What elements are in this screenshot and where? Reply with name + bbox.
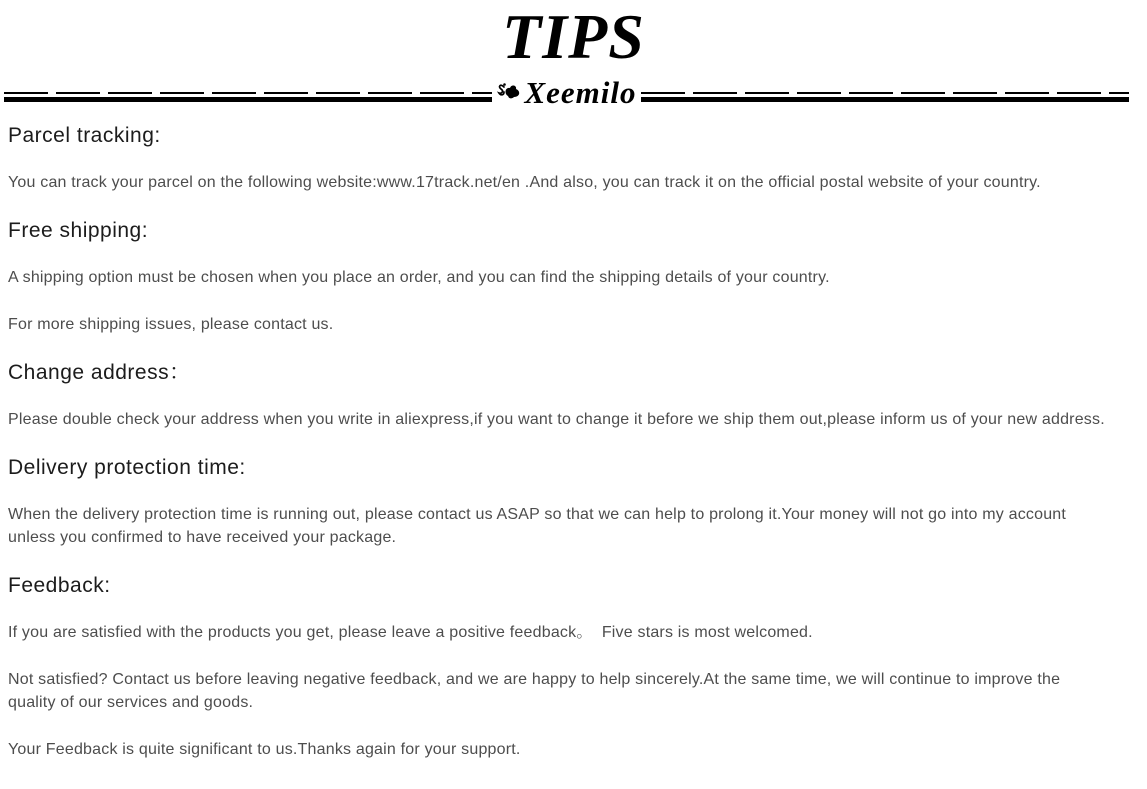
tips-section [8, 455, 1139, 549]
tips-page [0, 2, 1147, 789]
section-heading: Change address： [8, 361, 191, 385]
section-paragraph [8, 621, 1139, 644]
paragraph-line: unless you confirmed to have received your package. [8, 529, 397, 547]
brand-name: Xeemilo [524, 75, 637, 111]
divider-left-segment [4, 92, 492, 102]
paragraph-line: Your Feedback is quite significant to us.Thanks again for your support. [8, 741, 521, 759]
tips-section [8, 218, 1139, 336]
divider-solid-line [4, 97, 492, 102]
brand-logo [496, 75, 636, 111]
paragraph-line: quality of our services and goods. [8, 694, 254, 712]
section-paragraph [8, 408, 1139, 431]
divider-dashed-line [4, 92, 492, 94]
paragraph-line: Not satisfied? Contact us before leaving negative feedback, and we are happy to help sincerely.At the same time, we will continue to improve the [8, 671, 1061, 689]
page-title: TIPS [502, 1, 645, 72]
paragraph-line: When the delivery protection time is running out, please contact us ASAP so that we can help to prolong it.Your money will not go into my account [8, 506, 1067, 524]
content [0, 123, 1147, 761]
section-paragraph [8, 668, 1139, 714]
tips-section [8, 123, 1139, 194]
section-paragraph [8, 266, 1139, 289]
section-heading: Parcel tracking: [8, 124, 161, 148]
section-paragraph [8, 171, 1139, 194]
divider-solid-line [641, 97, 1129, 102]
divider-dashed-line [641, 92, 1129, 94]
section-heading: Delivery protection time: [8, 456, 246, 480]
section-paragraph [8, 313, 1139, 336]
paragraph-line: Please double check your address when you write in aliexpress,if you want to change it before we ship them out,please inform us of your new address. [8, 411, 1105, 429]
section-paragraph [8, 738, 1139, 761]
paragraph-line: A shipping option must be chosen when you place an order, and you can find the shipping details of your country. [8, 269, 830, 287]
paragraph-line: If you are satisfied with the products you get, please leave a positive feedback。 Five stars is most welcomed. [8, 624, 813, 642]
paragraph-line: For more shipping issues, please contact us. [8, 316, 334, 334]
section-heading: Feedback: [8, 574, 111, 598]
section-heading: Free shipping: [8, 219, 149, 243]
tips-section [8, 573, 1139, 761]
brand-divider [0, 73, 1147, 113]
paragraph-line: You can track your parcel on the following website:www.17track.net/en .And also, you can track it on the official postal website of your country. [8, 174, 1041, 192]
section-paragraph [8, 503, 1139, 549]
divider-right-segment [641, 92, 1129, 102]
tips-section [8, 360, 1139, 431]
cat-icon [496, 78, 522, 108]
